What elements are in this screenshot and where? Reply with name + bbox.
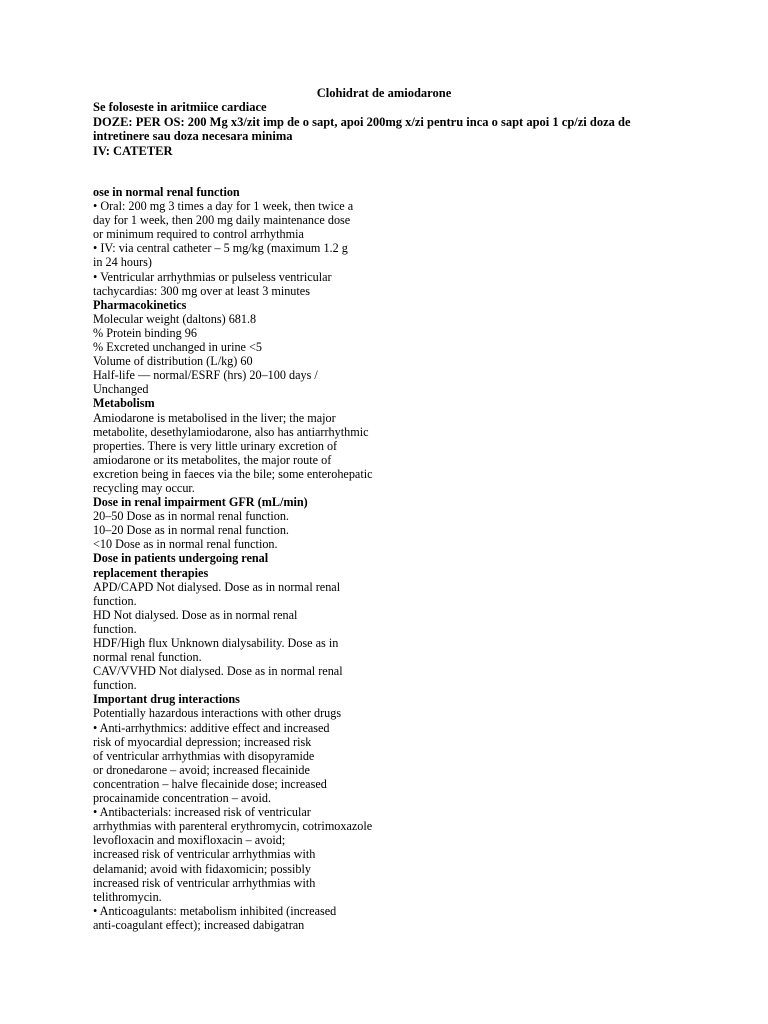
text-line: or minimum required to control arrhythmia bbox=[93, 227, 304, 242]
text-line: • Ventricular arrhythmias or pulseless ventricular bbox=[93, 269, 332, 284]
text-line: delamanid; avoid with fidaxomicin; possibly bbox=[93, 861, 311, 876]
text-line: levofloxacin and moxifloxacin – avoid; bbox=[93, 833, 286, 848]
text-line: CAV/VVHD Not dialysed. Dose as in normal renal bbox=[93, 664, 343, 679]
text-line: Potentially hazardous interactions with other drugs bbox=[93, 706, 342, 721]
section-heading: Dose in renal impairment GFR (mL/min) bbox=[93, 495, 308, 510]
text-line: recycling may occur. bbox=[93, 480, 195, 495]
text-line: of ventricular arrhythmias with disopyramide bbox=[93, 748, 315, 763]
text-line: increased risk of ventricular arrhythmias with bbox=[93, 875, 316, 890]
text-line: • Oral: 200 mg 3 times a day for 1 week, then twice a bbox=[93, 199, 354, 214]
text-line: Amiodarone is metabolised in the liver; the major bbox=[93, 410, 336, 425]
text-line: 20–50 Dose as in normal renal function. bbox=[93, 509, 289, 524]
text-line: or dronedarone – avoid; increased flecainide bbox=[93, 762, 310, 777]
text-line: normal renal function. bbox=[93, 650, 202, 665]
text-line: • Antibacterials: increased risk of ventricular bbox=[93, 805, 311, 820]
text-line: day for 1 week, then 200 mg daily maintenance dose bbox=[93, 213, 351, 228]
intro-dosage: DOZE: PER OS: 200 Mg x3/zit imp de o sapt, apoi 200mg x/zi pentru inca o sapt apoi 1 cp/zi doza de intretinere sau doza necesara minima bbox=[93, 114, 631, 143]
document-title: Clohidrat de amiodarone bbox=[316, 86, 452, 100]
text-line: anti-coagulant effect); increased dabigatran bbox=[93, 917, 305, 932]
section-heading: Dose in patients undergoing renal bbox=[93, 551, 269, 566]
text-line: HDF/High flux Unknown dialysability. Dose as in bbox=[93, 636, 339, 650]
text-line: risk of myocardial depression; increased risk bbox=[93, 734, 312, 749]
text-line: Unchanged bbox=[93, 382, 149, 397]
text-line: Volume of distribution (L/kg) 60 bbox=[93, 354, 253, 369]
text-line: Half-life — normal/ESRF (hrs) 20–100 days / bbox=[93, 368, 318, 383]
text-line: function. bbox=[93, 593, 137, 608]
text-line: concentration – halve flecainide dose; increased bbox=[93, 776, 327, 791]
text-line: • IV: via central catheter – 5 mg/kg (maximum 1.2 g bbox=[93, 241, 348, 256]
text-line: % Protein binding 96 bbox=[93, 325, 197, 340]
text-line: • Anticoagulants: metabolism inhibited (increased bbox=[93, 903, 337, 918]
text-line: in 24 hours) bbox=[93, 255, 152, 270]
text-line: tachycardias: 300 mg over at least 3 minutes bbox=[93, 283, 310, 298]
text-line: procainamide concentration – avoid. bbox=[93, 791, 272, 806]
text-line: metabolite, desethylamiodarone, also has antiarrhythmic bbox=[93, 424, 369, 439]
section-heading: replacement therapies bbox=[93, 565, 209, 580]
text-line: excretion being in faeces via the bile; some enterohepatic bbox=[93, 466, 373, 481]
text-line: • Anti-arrhythmics: additive effect and increased bbox=[93, 720, 330, 735]
text-line: function. bbox=[93, 678, 137, 693]
text-line: increased risk of ventricular arrhythmias with bbox=[93, 847, 316, 862]
intro-usage: Se foloseste in aritmiice cardiace bbox=[93, 100, 267, 114]
text-line: 10–20 Dose as in normal renal function. bbox=[93, 523, 289, 538]
text-line: function. bbox=[93, 621, 137, 636]
section-heading: Pharmacokinetics bbox=[93, 297, 187, 312]
text-line: arrhythmias with parenteral erythromycin, cotrimoxazole bbox=[93, 819, 373, 834]
text-line: % Excreted unchanged in urine <5 bbox=[93, 340, 262, 355]
text-line: Molecular weight (daltons) 681.8 bbox=[93, 311, 257, 326]
section-heading: ose in normal renal function bbox=[93, 185, 240, 199]
section-heading: Important drug interactions bbox=[93, 692, 240, 707]
text-line: <10 Dose as in normal renal function. bbox=[93, 537, 278, 552]
intro-block bbox=[93, 100, 683, 158]
text-line: telithromycin. bbox=[93, 889, 162, 904]
text-line: properties. There is very little urinary excretion of bbox=[93, 438, 338, 453]
section-heading: Metabolism bbox=[93, 396, 155, 411]
text-line: HD Not dialysed. Dose as in normal renal bbox=[93, 607, 298, 622]
text-line: APD/CAPD Not dialysed. Dose as in normal renal bbox=[93, 579, 341, 594]
intro-iv: IV: CATETER bbox=[93, 143, 173, 158]
text-line: amiodarone or its metabolites, the major route of bbox=[93, 452, 332, 467]
monograph-body bbox=[93, 185, 423, 932]
